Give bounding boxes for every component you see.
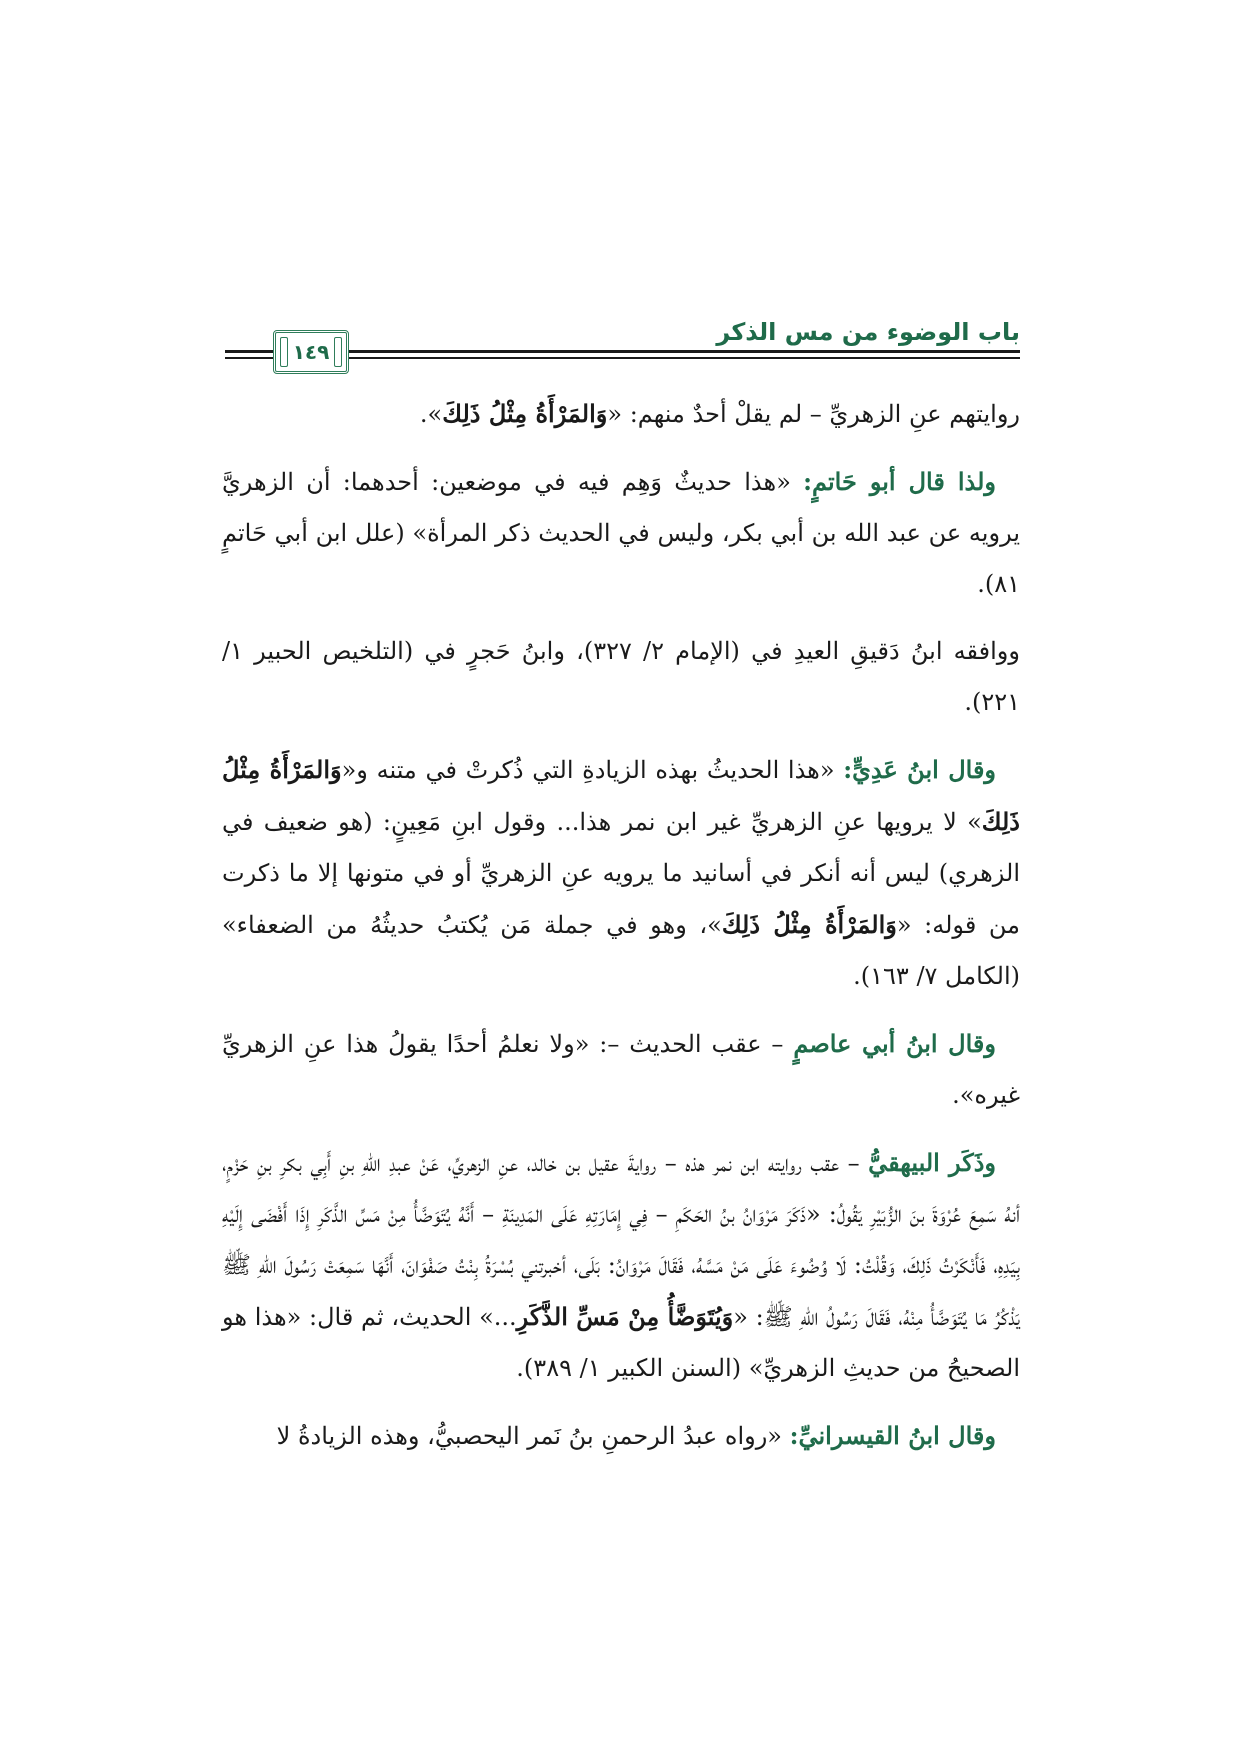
paragraph-text: «هذا الحديثُ بهذه الزيادةِ التي ذُكرتْ في متنه و« bbox=[341, 756, 844, 784]
speaker-name: وقال ابنُ عَدِيٍّ: bbox=[843, 755, 997, 784]
paragraph-text: – عقب الحديث –: «ولا نعلمُ أحدًا يقولُ هذا عنِ الزهريِّ غيره». bbox=[222, 1030, 1020, 1109]
page-number: ١٤٩ bbox=[292, 340, 330, 364]
paragraph-text: «هذا حديثٌ وَهِم فيه في موضعين: أحدهما: أن الزهريَّ يرويه عن عبد الله بن أبي بكر، وليس في الحديث ذكر المرأة» (علل ابن أبي حَاتمٍ ٨١). bbox=[222, 468, 1020, 598]
paragraph-text: روايتهم عنِ الزهريِّ – لم يقلْ أحدٌ منهم: « bbox=[607, 400, 1020, 428]
page-body bbox=[222, 388, 1020, 1478]
hadith-quote: وَالمَرْأَةُ مِثْلُ ذَلِكَ bbox=[222, 755, 1020, 836]
chapter-title: باب الوضوء من مس الذكر bbox=[702, 318, 1020, 346]
speaker-name: وقال ابنُ القيسرانيِّ: bbox=[789, 1421, 996, 1450]
hadith-quote: وَيُتَوَضَّأُ مِنْ مَسِّ الذَّكَرِ bbox=[516, 1302, 734, 1331]
paragraph bbox=[222, 456, 1020, 610]
hadith-quote: وَالمَرْأَةُ مِثْلُ ذَلِكَ bbox=[721, 910, 897, 939]
paragraph bbox=[222, 1410, 1020, 1462]
hadith-quote: وَالمَرْأَةُ مِثْلُ ذَلِكَ bbox=[442, 399, 608, 428]
paragraph bbox=[222, 1137, 1020, 1394]
paragraph-text: » لا يرويها عنِ الزهريِّ غير ابن نمر هذا... وقول ابنِ مَعِينٍ: (هو ضعيف في الزهري) ليس أنه أنكر في أسانيد ما يرويه عنِ الزهريِّ أو في متونها إلا ما ذكرت من قوله: « bbox=[222, 808, 1020, 939]
page-header bbox=[225, 318, 1020, 366]
page-number-badge bbox=[273, 330, 349, 374]
paragraph-text: «رواه عبدُ الرحمنِ بنُ نَمر اليحصبيُّ، وهذه الزيادةُ لا bbox=[276, 1422, 790, 1450]
paragraph bbox=[222, 744, 1020, 1002]
paragraph-text: – عقب روايته ابن نمر هذه – روايةَ عقيل بن خالد، عنِ الزهريِّ، عَنْ عبدِ اللهِ بنِ أَبِي بكرِ بنِ حَزْمٍ، أنهُ سَمِعَ عُرْوَةَ بنَ الزُّبَيْرِ يَقُولُ: «ذَكَرَ مَرْوَانُ بنُ الحَكَمِ – فِي إِمَارَتِهِ عَلَى المَدِينَةِ – أَنَّهُ يُتَوَضَّأُ مِنْ مَسِّ الذَّكَرِ إِذَا أَفْضَى إِلَيْهِ بِيَدِهِ، فَأَنْكَرْتُ ذَلِكَ، وَقُلْتُ: لَا وُضُوءَ عَلَى مَنْ مَسَّهُ، فَقَالَ مَرْوَانُ: بَلَى، أخبرتني بُسْرَةُ بِنْتُ صَفْوَانَ، أَنَّهَا سَمِعَتْ رَسُولَ اللهِ ﷺ يَذْكُرُ مَا يُتَوَضَّأُ مِنْهُ، فَقَالَ رَسُولُ اللهِ ﷺ: « bbox=[222, 1149, 1020, 1331]
paragraph-text: ...» الحديث، ثم قال: «هذا هو الصحيحُ من حديثِ الزهريِّ» (السنن الكبير ١/ ٣٨٩). bbox=[222, 1303, 1020, 1382]
speaker-name: ولذا قال أبو حَاتمٍ: bbox=[803, 467, 996, 496]
paragraph-text: ووافقه ابنُ دَقيقِ العيدِ في (الإمام ٢/ ٣٢٧)، وابنُ حَجرٍ في (التلخيص الحبير ١/ ٢٢١). bbox=[222, 637, 1020, 716]
paragraph bbox=[222, 388, 1020, 440]
paragraph-text: ». bbox=[419, 400, 443, 428]
paragraph bbox=[222, 1018, 1020, 1121]
paragraph bbox=[222, 626, 1020, 728]
paragraph-text: »، وهو في جملة مَن يُكتبُ حديثُهُ من الضعفاء» (الكامل ٧/ ١٦٣). bbox=[222, 911, 1020, 990]
speaker-name: وقال ابنُ أبي عاصمٍ bbox=[793, 1029, 996, 1058]
speaker-name: وذَكَر البيهقيُّ bbox=[868, 1148, 997, 1177]
